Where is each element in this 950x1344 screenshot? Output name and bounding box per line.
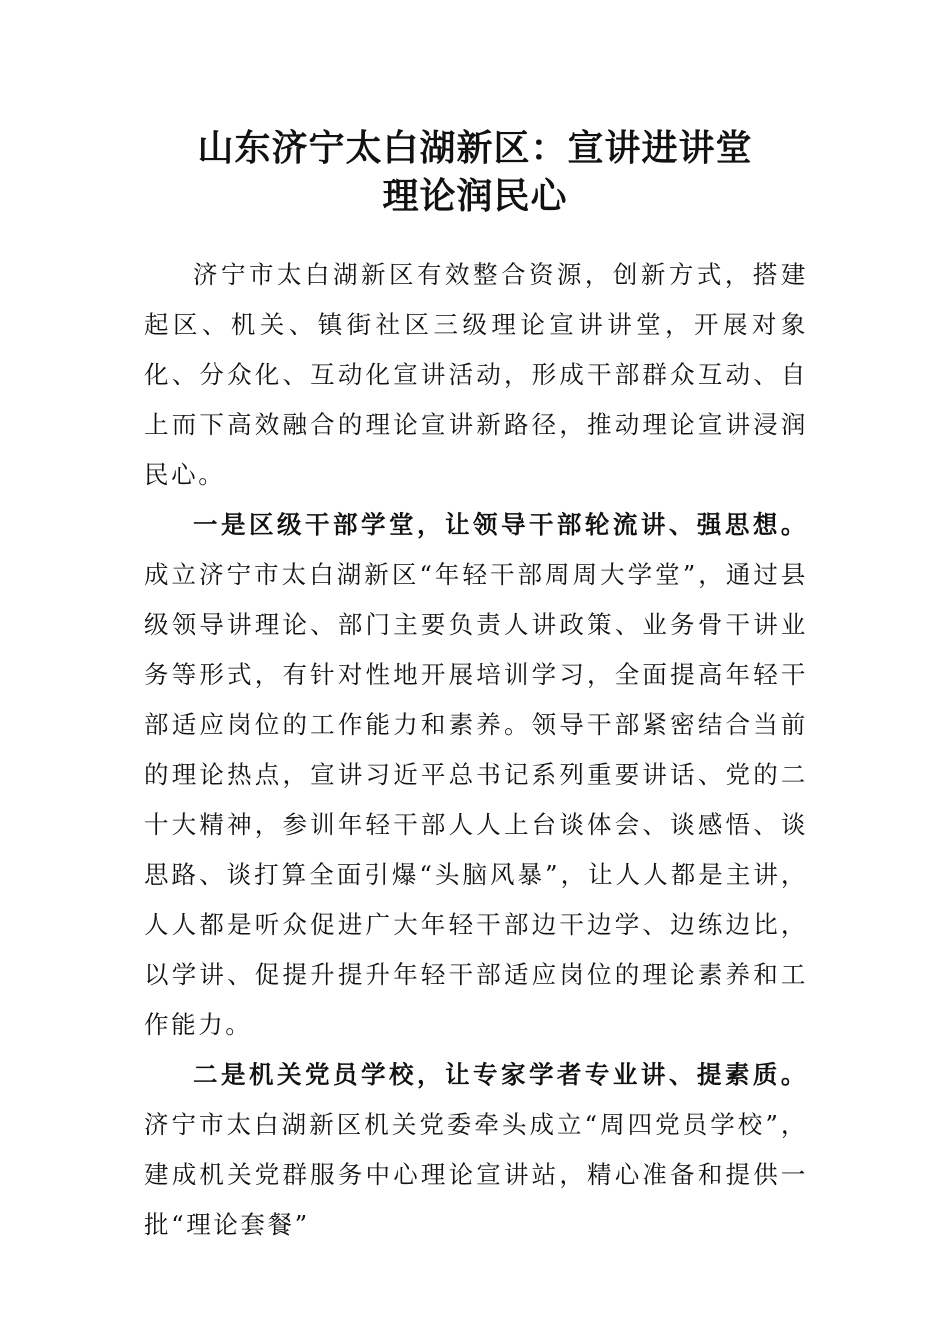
paragraph-lead: 二是机关党员学校，让专家学者专业讲、提素质。: [193, 1060, 808, 1089]
document-body: [144, 250, 808, 1250]
title-line-2: 理论润民心: [382, 175, 568, 217]
paragraph-lead: 一是区级干部学堂，让领导干部轮流讲、强思想。: [193, 510, 808, 539]
title-line-1: 山东济宁太白湖新区：宣讲进讲堂: [197, 127, 753, 169]
paragraph-district-cadre-school: [144, 500, 808, 1050]
paragraph-text: 济宁市太白湖新区有效整合资源，创新方式，搭建起区、机关、镇街社区三级理论宣讲讲堂，开展对象化、分众化、互动化宣讲活动，形成干部群众互动、自上而下高效融合的理论宣讲新路径，推动理论宣讲浸润民心。: [144, 260, 808, 489]
paragraph-intro: [144, 250, 808, 500]
paragraph-text: 成立济宁市太白湖新区“年轻干部周周大学堂”，通过县级领导讲理论、部门主要负责人讲政策、业务骨干讲业务等形式，有针对性地开展培训学习，全面提高年轻干部适应岗位的工作能力和素养。领导干部紧密结合当前的理论热点，宣讲习近平总书记系列重要讲话、党的二十大精神，参训年轻干部人人上台谈体会、谈感悟、谈思路、谈打算全面引爆“头脑风暴”，让人人都是主讲，人人都是听众促进广大年轻干部边干边学、边练边比，以学讲、促提升提升年轻干部适应岗位的理论素养和工作能力。: [144, 560, 808, 1039]
paragraph-party-member-school: [144, 1050, 808, 1250]
paragraph-text: 济宁市太白湖新区机关党委牵头成立“周四党员学校”，建成机关党群服务中心理论宣讲站，精心准备和提供一批“理论套餐”: [144, 1110, 808, 1239]
document-title: [120, 124, 830, 220]
